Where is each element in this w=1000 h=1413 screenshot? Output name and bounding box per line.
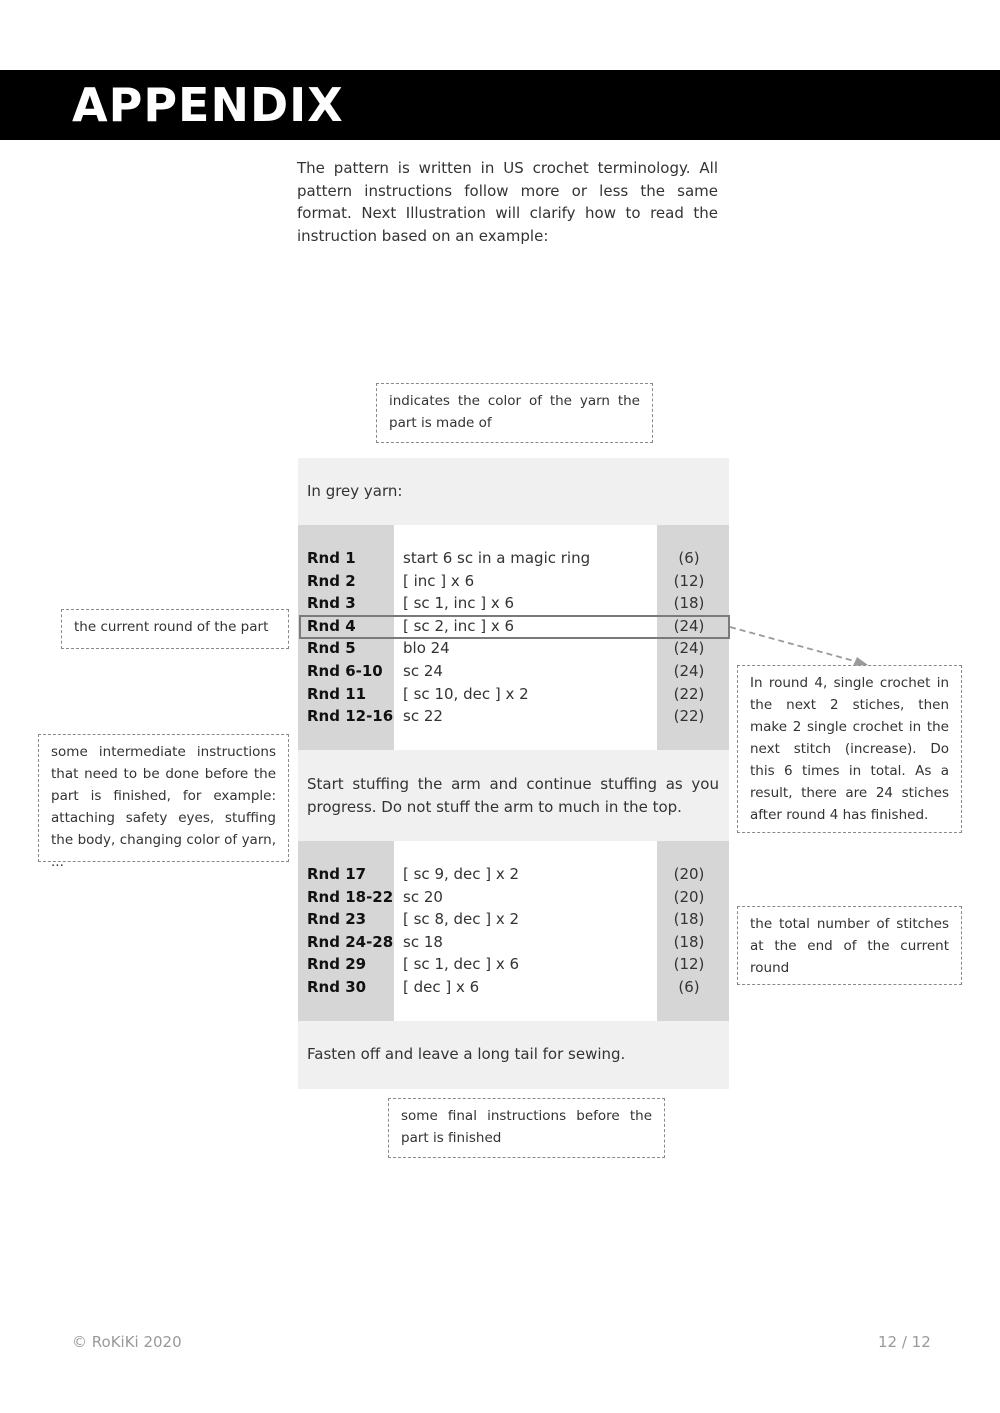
stitch-count: (22) <box>673 707 705 726</box>
stitch-count: (12) <box>673 571 705 590</box>
round-instruction: sc 18 <box>403 932 443 951</box>
callout-intermediate: some intermediate instructions that need to be done before the part is finished, for example: attaching safety eyes, stuffing the body, changing color of yarn, ... <box>38 734 289 862</box>
arrow-line <box>730 627 858 662</box>
round-instruction: start 6 sc in a magic ring <box>403 549 591 567</box>
round-instruction: [ sc 9, dec ] x 2 <box>403 865 520 883</box>
round-label: Rnd 30 <box>307 978 367 996</box>
round-label: Rnd 18-22 <box>307 887 394 906</box>
round-label: Rnd 2 <box>307 571 356 590</box>
round-instruction: [ sc 10, dec ] x 2 <box>403 684 529 703</box>
round-label: Rnd 29 <box>307 955 367 974</box>
page-number: 12 / 12 <box>878 1333 931 1351</box>
round-instruction: sc 22 <box>403 707 443 726</box>
round-label: Rnd 6-10 <box>307 662 383 680</box>
round-instruction: [ inc ] x 6 <box>403 571 475 590</box>
round-label: Rnd 12-16 <box>307 707 394 726</box>
callout-total-stitches: the total number of stitches at the end of the current round <box>737 906 962 985</box>
copyright: © RoKiKi 2020 <box>72 1333 182 1351</box>
middle-instructions: Start stuffing the arm and continue stuffing as you progress. Do not stuff the arm to much in the top. <box>307 775 719 816</box>
stitch-count: (24) <box>673 639 705 658</box>
stitch-count: (20) <box>673 865 705 883</box>
stitch-count: (6) <box>678 978 700 996</box>
round-label: Rnd 24-28 <box>307 932 394 951</box>
intro-paragraph: The pattern is written in US crochet terminology. All pattern instructions follow more or less the same format. Next Illustration will clarify how to read the instruction based on an example: <box>297 159 718 245</box>
page-title: APPENDIX <box>72 78 344 132</box>
callout-round4-explain: In round 4, single crochet in the next 2 stiches, then make 2 single crochet in the next stitch (increase). Do this 6 times in total. As a result, there are 24 stiches after round 4 has finished. <box>737 665 962 833</box>
round-label: Rnd 11 <box>307 684 367 703</box>
stitch-count: (18) <box>673 932 705 951</box>
round-instruction: sc 20 <box>403 887 443 906</box>
stitch-count: (22) <box>673 684 705 703</box>
arrow-head-icon <box>853 657 868 666</box>
stitch-count: (20) <box>673 887 705 906</box>
stitch-count: (12) <box>673 955 705 974</box>
round-label: Rnd 1 <box>307 549 356 567</box>
yarn-line: In grey yarn: <box>307 482 403 500</box>
stitch-count: (18) <box>673 594 705 613</box>
stitch-count: (18) <box>673 910 705 929</box>
round-instruction: [ sc 2, inc ] x 6 <box>403 616 515 635</box>
final-instructions: Fasten off and leave a long tail for sewing. <box>307 1045 626 1063</box>
round-instruction: [ sc 8, dec ] x 2 <box>403 910 520 929</box>
round-instruction: [ sc 1, inc ] x 6 <box>403 594 515 613</box>
callout-final: some final instructions before the part is finished <box>388 1098 665 1158</box>
round-instruction: [ sc 1, dec ] x 6 <box>403 955 520 974</box>
round-label: Rnd 4 <box>307 616 356 635</box>
stitch-count: (24) <box>673 662 705 680</box>
round-label: Rnd 3 <box>307 594 356 613</box>
round-label: Rnd 5 <box>307 639 356 658</box>
stitch-count: (6) <box>678 549 700 567</box>
round-instruction: sc 24 <box>403 662 443 680</box>
stitch-count: (24) <box>673 616 705 635</box>
callout-yarn-color: indicates the color of the yarn the part is made of <box>376 383 653 443</box>
round-instruction: [ dec ] x 6 <box>403 978 480 996</box>
round-instruction: blo 24 <box>403 639 450 658</box>
round-label: Rnd 23 <box>307 910 367 929</box>
round-label: Rnd 17 <box>307 865 367 883</box>
callout-current-round: the current round of the part <box>61 609 289 649</box>
